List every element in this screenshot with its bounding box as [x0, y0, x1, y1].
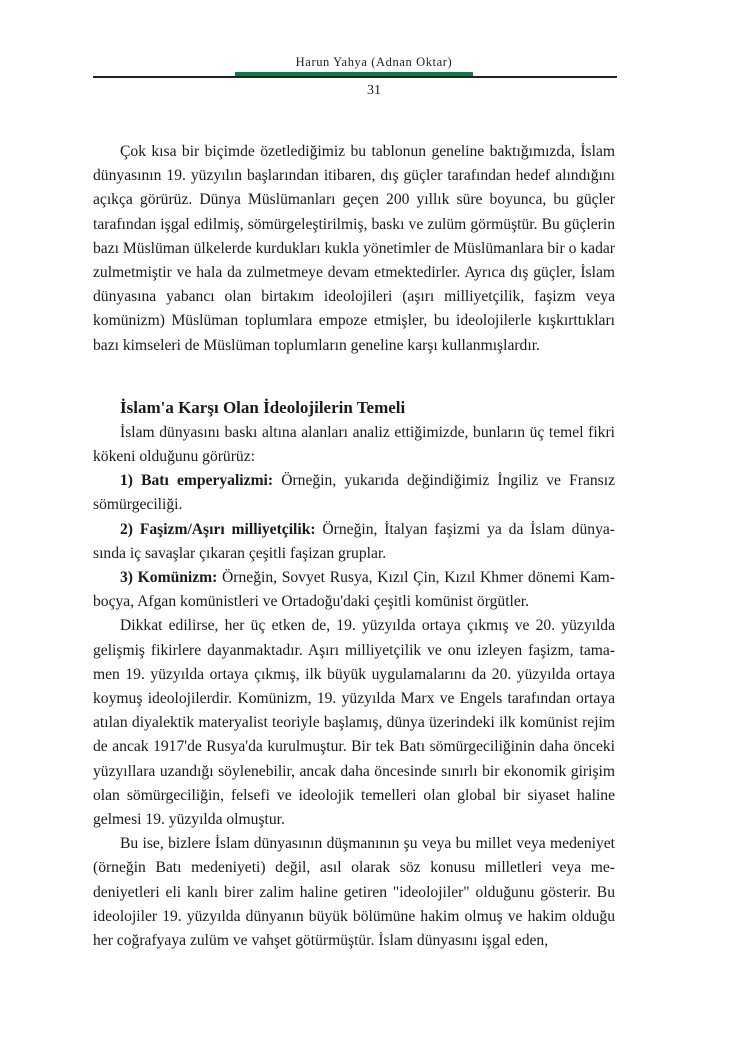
page-number: 31	[367, 83, 381, 98]
page-body	[93, 140, 615, 953]
section-heading: İslam'a Karşı Olan İdeolojilerin Temeli	[120, 397, 406, 417]
list-item-label: 1) Batı emperyalizmi:	[120, 472, 274, 490]
list-item-label: 2) Faşizm/Aşırı milliyetçilik:	[120, 520, 316, 538]
list-item-text: Örneğin, yukarıda değindiğimiz İngiliz ve Fransız sömürgeciliği.	[93, 472, 615, 514]
section-spacer	[93, 358, 615, 395]
list-item-text: Örneğin, Sovyet Rusya, Kızıl Çin, Kızıl Khmer dönemi Kamboçya, Afgan komünistleri ve Ortadoğu'daki çeşitli komünist örgütler.	[93, 569, 615, 611]
list-item-communism	[93, 566, 615, 614]
list-item-text: Örneğin, İtalyan faşizmi ya da İslam dünyasında iç savaşlar çıkaran çeşitli faşizan gruplar.	[93, 520, 615, 562]
list-item-western-imperialism	[93, 469, 615, 517]
paragraph-ideologies: Bu ise, bizlere İslam dünyasının düşmanının şu veya bu millet veya medeniyet (örneğin Batı medeniyeti) değil, asıl olarak söz konusu milletleri veya medeniyetleri eli kanlı birer zalim haline getiren "ideolojiler" olduğunu gösterir. Bu ideolojiler 19. yüzyılda dünyanın büyük bölümüne hakim olmuş ve hakim olduğu her coğrafyaya zulüm ve vahşet götürmüştür. İslam dünyasını işgal eden,	[93, 835, 615, 950]
paragraph-19th-century: Dikkat edilirse, her üç etken de, 19. yüzyılda ortaya çıkmış ve 20. yüzyılda gelişmiş fikirlere dayanmaktadır. Aşırı milliyetçilik ve onu izleyen faşizm, tamamen 19. yüzyılda ortaya çıkmış, ilk büyük uygulamalarını da 20. yüzyılda ortaya koymuş ideolojilerdir. Komünizm, 19. yüzyılda Marx ve Engels tarafından ortaya atılan diyalektik materyalist teoriyle başlamış, dünya üzerindeki ilk komünist rejim de ancak 1917'de Rusya'da kurulmuştur. Bir tek Batı sömürgeciliğinin daha önceki yüzyıllara uzandığı söylenebilir, ancak daha öncesinde sınırlı bir ekonomik girişim olan sömürgeciliğin, felsefi ve ideolojik temelleri olan global bir siyaset haline gelmesi 19. yüzyılda olmuştur.	[93, 617, 615, 829]
paragraph-roots: İslam dünyasını baskı altına alanları analiz ettiğimizde, bunların üç temel fikri kökeni olduğunu görürüz:	[93, 423, 615, 466]
paragraph-intro: Çok kısa bir biçimde özetlediğimiz bu tablonun geneline baktığımızda, İslam dünyasının 19. yüzyılın başlarından itibaren, dış güçler tarafından hedef alındığını açıkça görürüz. Dünya Müslümanları geçen 200 yıllık süre boyunca, bu güçler tarafından işgal edilmiş, sömürgeleştirilmiş, baskı ve zulüm görmüştür. Bu güçlerin bazı Müslüman ülkelerde kurdukları kukla yönetimler de Müslümanlara bir o kadar zulmetmiştir ve hala da zulmetmeye devam etmektedirler. Ayrıca dış güçler, İslam dünyasına yabancı olan birtakım ideolojileri (aşırı milliyetçilik, faşizm veya komünizm) Müslüman toplumlara empoze etmişler, bu ideolojilerle kışkırttıkları bazı kimseleri de Müslüman toplumların geneline karşı kullanmışlardır.	[93, 143, 615, 354]
list-item-label: 3) Komünizm:	[120, 569, 218, 587]
header-accent-bar	[235, 72, 473, 77]
header-rule	[93, 76, 617, 78]
running-header-title: Harun Yahya (Adnan Oktar)	[295, 55, 453, 69]
list-item-fascism	[93, 518, 615, 566]
